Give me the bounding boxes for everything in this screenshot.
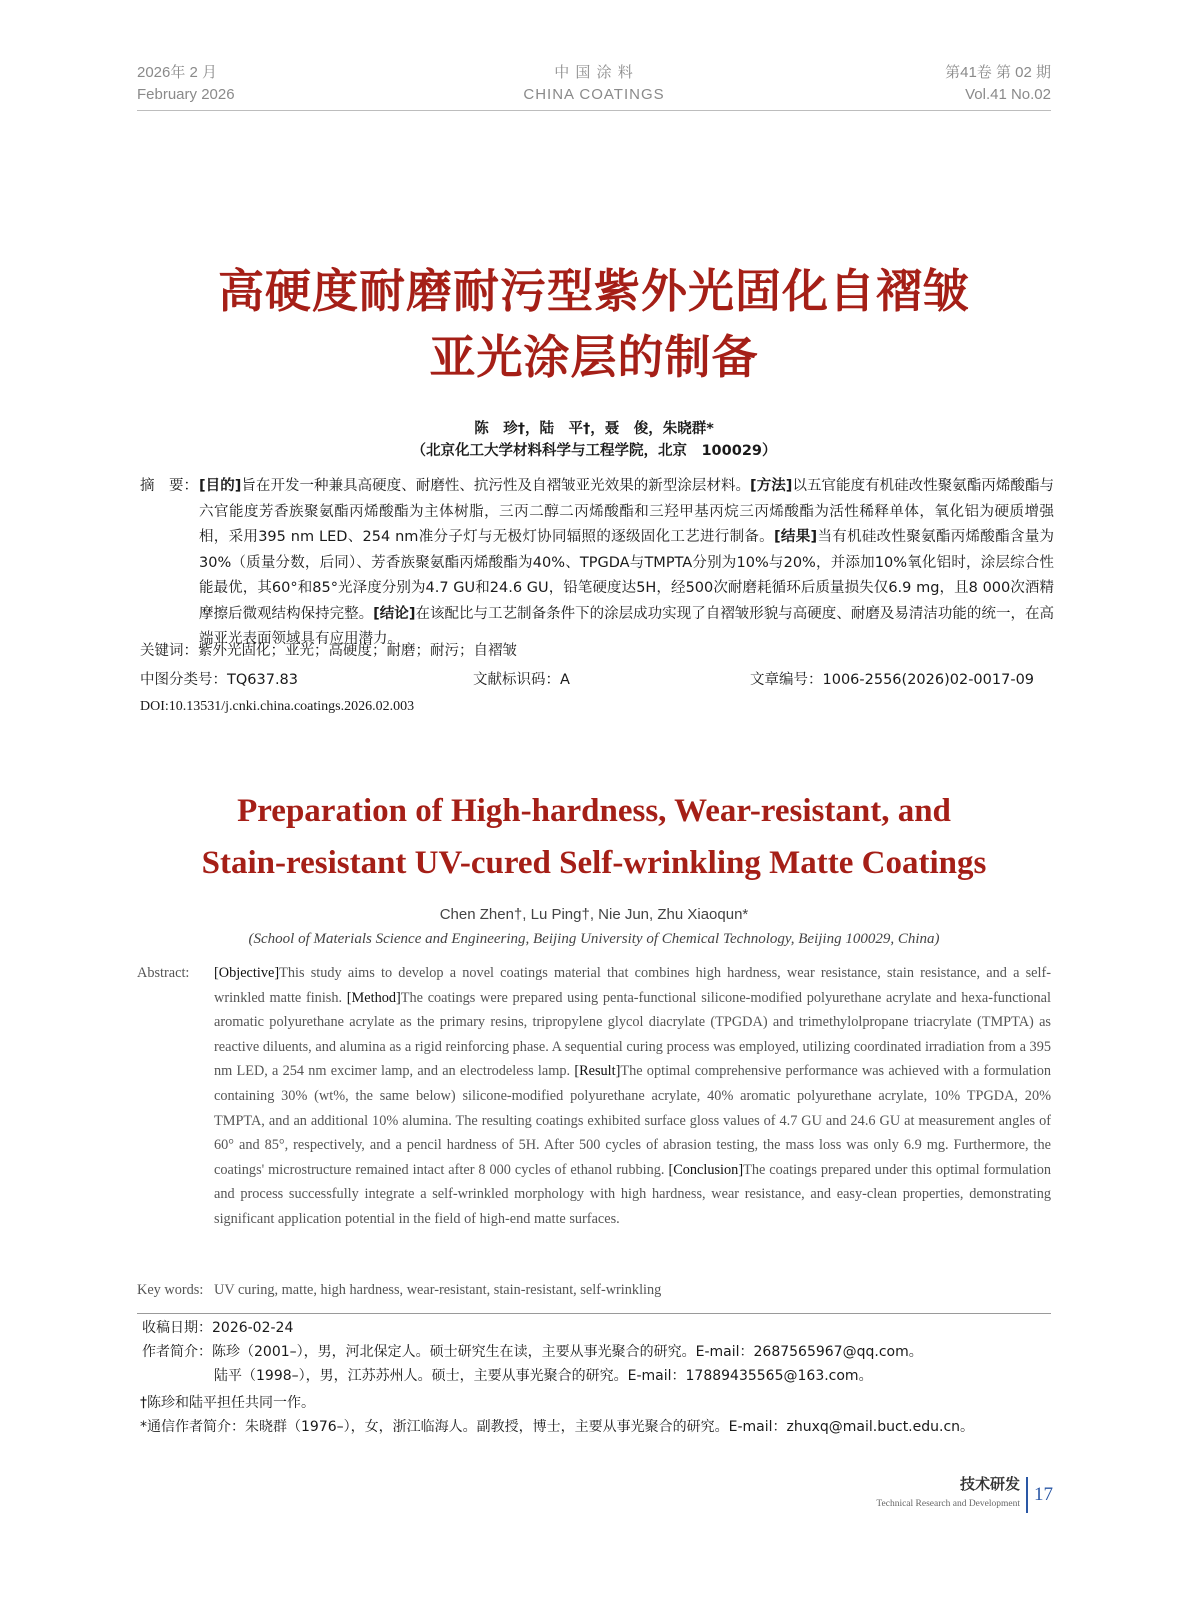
en-result-text: The optimal comprehensive performance was achieved with a formulation containing 30% (wt%, the same below) silicone-modified polyurethane acrylate, 40% aromatic polyurethane acrylate, 10% TPGDA, 20% TMPTA, and an additional 10% alumina. The resulting coatings exhibited surface gloss values of 4.7 GU and 24.6 GU at measurement angles of 60° and 85°, respectively, and a pencil hardness of 5H. After 500 cycles of abrasion testing, the mass loss was only 6.9 mg. Furthermore, the coatings' microstructure remained intact after 8 000 cycles of ethanol rubbing. — [214, 1063, 1052, 1178]
cn-title — [137, 258, 1051, 390]
doi: DOI:10.13531/j.cnki.china.coatings.2026.02.003 — [140, 699, 415, 714]
cn-clc: 中图分类号：TQ637.83 — [140, 672, 299, 688]
en-keywords-label: Key words: — [137, 1282, 204, 1298]
header-journal-en: CHINA COATINGS — [523, 86, 665, 103]
received-date: 收稿日期：2026-02-24 — [142, 1320, 294, 1336]
cn-method-label: [方法] — [750, 478, 793, 494]
cn-result-text: 当有机硅改性聚氨酯丙烯酸酯含量为30%（质量分数，后同）、芳香族聚氨酯丙烯酸酯为40%、TPGDA与TMPTA分别为10%与20%，并添加10%氧化铝时，涂层综合性能最优，其60°和85°光泽度分别为4.7 GU和24.6 GU，铅笔硬度达5H，经500次耐磨耗循环后质量损失仅6.9 mg，且8 000次酒精摩擦后微观结构保持完整。 — [199, 529, 1055, 622]
en-title-line1: Preparation of High-hardness, Wear-resistant, and — [237, 793, 951, 829]
cn-title-line2: 亚光涂层的制备 — [429, 330, 759, 384]
en-keywords-text: UV curing, matte, high hardness, wear-resistant, stain-resistant, self-wrinkling — [214, 1282, 662, 1298]
footer-section-en: Technical Research and Development — [876, 1499, 1020, 1509]
footer-section-cn: 技术研发 — [959, 1475, 1020, 1493]
page-number: 17 — [1034, 1484, 1053, 1505]
header-journal — [137, 62, 1051, 106]
cn-objective-text: 旨在开发一种兼具高硬度、耐磨性、抗污性及自褶皱亚光效果的新型涂层材料。 — [241, 478, 751, 494]
cn-method-text: 以五官能度有机硅改性聚氨酯丙烯酸酯与六官能度芳香族聚氨酯丙烯酸酯为主体树脂，三丙二醇二丙烯酸酯和三羟甲基丙烷三丙烯酸酯为活性稀释单体，氧化铝为硬质增强相，采用395 nm LED、254 nm准分子灯与无极灯协同辐照的逐级固化工艺进行制备。 — [199, 478, 1054, 545]
footnote-divider — [137, 1313, 1051, 1314]
cn-article-no: 文章编号：1006-2556(2026)02-0017-09 — [750, 672, 1035, 688]
en-title — [137, 785, 1051, 889]
cn-abstract-label: 摘 要： — [140, 478, 198, 494]
en-affiliation: (School of Materials Science and Engineering, Beijing University of Chemical Technology, Beijing 100029, China) — [248, 931, 940, 947]
en-abstract — [137, 961, 1051, 1232]
cn-classification-row — [140, 669, 1054, 691]
en-method-text: The coatings were prepared using penta-functional silicone-modified polyurethane acrylate and hexa-functional aromatic polyurethane acrylate as the primary resins, tripropylene glycol diacrylate (TPGDA) and trimethylolpropane triacrylate (TMPTA) as reactive diluents, and alumina as a rigid reinforcing phase. A sequential curing process was employed, utilizing coordinated irradiation from a 395 nm LED, a 254 nm excimer lamp, and an electrodeless lamp. — [214, 989, 1051, 1080]
author-bio-1: 作者简介：陈珍（2001–），男，河北保定人。硕士研究生在读，主要从事光聚合的研究。E-mail：2687565967@qq.com。 — [142, 1344, 923, 1360]
header-volume-en: Vol.41 No.02 — [965, 86, 1051, 103]
cn-result-label: [结果] — [774, 529, 818, 545]
en-authors: Chen Zhen†, Lu Ping†, Nie Jun, Zhu Xiaoqun* — [439, 906, 749, 923]
header-journal-cn: 中 国 涂 料 — [554, 64, 634, 81]
cn-objective-label: [目的] — [199, 478, 242, 494]
author-bio-2: 陆平（1998–），男，江苏苏州人。硕士，主要从事光聚合的研究。E-mail：17889435565@163.com。 — [214, 1368, 873, 1384]
en-abstract-body — [214, 961, 1051, 1232]
en-keywords — [137, 1279, 1051, 1301]
header-volume — [945, 62, 1051, 106]
cn-authors: 陈 珍†，陆 平†，聂 俊，朱晓群* — [474, 421, 714, 437]
cn-affiliation: （北京化工大学材料科学与工程学院，北京 100029） — [411, 443, 777, 459]
en-abstract-label: Abstract: — [137, 965, 190, 981]
header-date-en: February 2026 — [137, 86, 235, 103]
en-conclusion-text: The coatings prepared under this optimal formulation and process successfully integrate a self-wrinkled morphology with high hardness, wear resistance, and easy-clean properties, demonstrating significant application potential in the field of high-end matte surfaces. — [214, 1161, 1051, 1227]
header-volume-cn: 第41卷 第 02 期 — [945, 64, 1051, 81]
footer-divider-bar — [1026, 1477, 1028, 1513]
en-objective-label: [Objective] — [214, 965, 280, 981]
en-method-label: [Method] — [346, 989, 401, 1006]
header-date-cn: 2026年 2 月 — [137, 64, 218, 81]
cn-doc-code: 文献标识码：A — [473, 672, 570, 688]
cn-abstract — [140, 474, 1054, 653]
cn-conclusion-text: 在该配比与工艺制备条件下的涂层成功实现了自褶皱形貌与高硬度、耐磨及易清洁功能的统一，在高端亚光表面领域具有应用潜力。 — [199, 605, 1054, 647]
cn-abstract-body — [199, 474, 1054, 653]
en-conclusion-label: [Conclusion] — [668, 1161, 744, 1178]
cn-conclusion-label: [结论] — [373, 605, 416, 622]
en-objective-text: This study aims to develop a novel coatings material that combines high hardness, wear resistance, stain resistance, and a self-wrinkled matte finish. — [214, 965, 1051, 1006]
en-title-line2: Stain-resistant UV-cured Self-wrinkling Matte Coatings — [201, 845, 987, 881]
cn-title-line1: 高硬度耐磨耐污型紫外光固化自褶皱 — [218, 264, 970, 318]
running-header — [137, 62, 1051, 111]
cn-keywords: 关键词：紫外光固化；亚光；高硬度；耐磨；耐污；自褶皱 — [140, 643, 517, 659]
en-result-label: [Result] — [574, 1063, 621, 1080]
corresponding-author-note: *通信作者简介：朱晓群（1976–），女，浙江临海人。副教授，博士，主要从事光聚合的研究。E-mail：zhuxq@mail.buct.edu.cn。 — [140, 1419, 975, 1435]
equal-contribution-note: †陈珍和陆平担任共同一作。 — [140, 1395, 315, 1411]
